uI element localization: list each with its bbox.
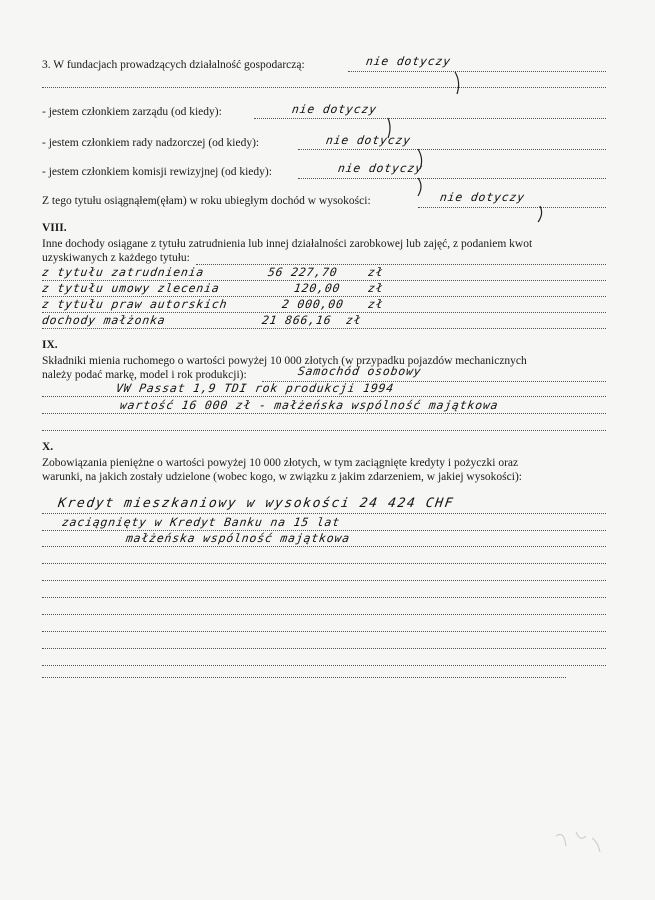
income-entry-label: z tytułu zatrudnienia — [41, 265, 206, 279]
income-entry-unit: zł — [345, 313, 363, 327]
audit-committee-label: - jestem członkiem komisji rewizyjnej (od kiedy): — [42, 166, 272, 178]
section8-intro-line2: uzyskiwanych z każdego tytułu: — [42, 252, 190, 264]
section9-answer-line3: wartość 16 000 zł - małżeńska wspólność majątkowa — [119, 398, 500, 412]
income-entry-unit: zł — [367, 281, 385, 295]
section9-intro-line2: należy podać markę, model i rok produkcji): — [42, 369, 247, 381]
income-entry-label: z tytułu umowy zlecenia — [41, 281, 221, 295]
income-entry-label: z tytułu praw autorskich — [41, 297, 229, 311]
income-entry-unit: zł — [367, 265, 385, 279]
board-member-answer: nie dotyczy — [291, 102, 378, 116]
q3-label: 3. W fundacjach prowadzących działalność gospodarczą: — [42, 59, 305, 71]
section9-intro-line1: Składniki mienia ruchomego o wartości powyżej 10 000 złotych (w przypadku pojazdów mechanicznych — [42, 355, 527, 367]
section10-intro-line2: warunki, na jakich zostały udzielone (wobec kogo, w związku z jakim zdarzeniem, w jakiej wysokości): — [42, 471, 522, 483]
income-entry-label: dochody małżonka — [41, 313, 167, 327]
section8-intro-line1: Inne dochody osiągane z tytułu zatrudnienia lub innej działalności zarobkowej lub zajęć, z podaniem kwot — [42, 238, 533, 250]
section10-answer-line3: małżeńska wspólność majątkowa — [125, 531, 351, 545]
section9-answer-line2: VW Passat 1,9 TDI rok produkcji 1994 — [115, 381, 396, 395]
income-entry-value: 120,00 — [293, 281, 342, 295]
audit-committee-answer: nie dotyczy — [337, 161, 424, 175]
section-heading-x: X. — [42, 441, 54, 453]
income-label: Z tego tytułu osiągnąłem(ęłam) w roku ubiegłym dochód w wysokości: — [42, 195, 371, 207]
supervisory-board-label: - jestem członkiem rady nadzorczej (od kiedy): — [42, 137, 260, 149]
income-entry-value: 21 866,16 — [261, 313, 333, 327]
income-answer: nie dotyczy — [439, 190, 526, 204]
supervisory-board-answer: nie dotyczy — [325, 133, 412, 147]
section-heading-ix: IX. — [42, 339, 58, 351]
income-entry-value: 2 000,00 — [281, 297, 345, 311]
section10-intro-line1: Zobowiązania pieniężne o wartości powyżej 10 000 złotych, w tym zaciągnięte kredyty i pożyczki oraz — [42, 457, 519, 469]
section-heading-viii: VIII. — [42, 222, 67, 234]
section10-answer-line2: zaciągnięty w Kredyt Banku na 15 lat — [61, 515, 342, 529]
section9-answer-line1: Samochód osobowy — [297, 364, 423, 378]
section10-answer-line1: Kredyt mieszkaniowy w wysokości 24 424 CHF — [57, 496, 456, 511]
income-entry-unit: zł — [367, 297, 385, 311]
board-member-label: - jestem członkiem zarządu (od kiedy): — [42, 106, 222, 118]
q3-handwritten-answer: nie dotyczy — [365, 54, 452, 68]
income-entry-value: 56 227,70 — [267, 265, 339, 279]
